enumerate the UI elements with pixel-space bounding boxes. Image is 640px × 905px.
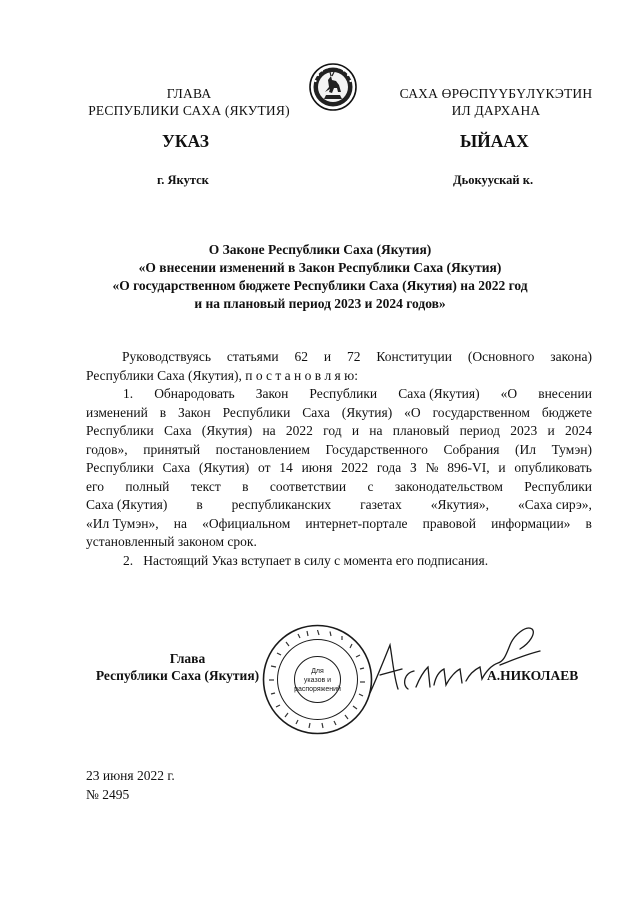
body-word: Республики [86, 460, 154, 475]
title-ru: УКАЗ [162, 131, 209, 151]
body-word: его [86, 478, 104, 494]
body-line [86, 459, 592, 478]
body-word: полный [125, 478, 170, 494]
body-line [86, 422, 592, 441]
header-right-line2: ИЛ ДАРХАНА [451, 103, 541, 118]
body-word: на [369, 423, 383, 438]
body-word: год [323, 423, 342, 438]
body-word: Государственного [325, 441, 428, 457]
body-word: 14 [279, 460, 293, 475]
handwritten-signature [360, 615, 550, 710]
body-word: в [585, 515, 592, 531]
body-word: в [196, 497, 203, 512]
body-word: законодательством [394, 478, 503, 494]
body-word: интернет-портале [305, 515, 408, 531]
body-word: в [159, 404, 167, 420]
decree-number: № 2495 [86, 787, 130, 802]
body-word: (Якутия) [201, 423, 253, 438]
body-word: закона) [550, 349, 592, 364]
city-ru: г. Якутск [157, 173, 209, 187]
body-word: июня [301, 460, 333, 475]
body-word: Республики [86, 423, 154, 438]
body-word: Обнародовать [154, 386, 235, 401]
body-word: и [498, 460, 506, 475]
body-line [86, 515, 592, 534]
signatory-name: А.НИКОЛАЕВ [487, 668, 579, 683]
body-word: 72 [347, 349, 361, 364]
body-word: принятый [143, 441, 201, 457]
body-line [86, 385, 592, 404]
body-word: информации» [491, 515, 571, 531]
body-word: опубликовать [514, 460, 592, 475]
body-word: 2023 [510, 423, 538, 438]
city-sakha: Дьокуускай к. [453, 173, 534, 187]
body-word: «О [500, 386, 518, 401]
body-word: 2022 [285, 423, 313, 438]
body-word: статьями [226, 349, 279, 364]
subject-line-3: «О государственном бюджете Республики Саха (Якутия) на 2022 год [112, 278, 528, 293]
body-word: «Ил Тумэн», [86, 515, 159, 531]
body-line [86, 478, 592, 497]
body-word: Республики [309, 386, 378, 401]
body-word: Саха (Якутия) [86, 497, 168, 512]
subject-line-4: и на плановый период 2023 и 2024 годов» [194, 296, 446, 311]
decree-date-number [86, 766, 175, 804]
decree-date: 23 июня 2022 г. [86, 768, 175, 783]
body-word: газетах [360, 497, 402, 512]
subject-line-1: О Законе Республики Саха (Якутия) [208, 242, 432, 257]
body-word: республиканских [231, 497, 332, 512]
body-line [86, 496, 592, 515]
body-word: 2024 [564, 423, 592, 438]
body-word: в [242, 478, 249, 494]
svg-text:указов и: указов и [303, 677, 332, 684]
body-word: от [258, 460, 271, 475]
official-seal [260, 622, 375, 742]
body-word: «Официальном [202, 515, 291, 531]
header-left-line2: РЕСПУБЛИКИ САХА (ЯКУТИЯ) [88, 103, 290, 118]
svg-text:Для: Для [311, 668, 324, 675]
body-word: (Основного [467, 349, 535, 364]
body-word: 1. [123, 386, 134, 401]
body-word: на [262, 423, 276, 438]
body-word: постановлением [215, 441, 310, 457]
body-word: (Якутия) [198, 460, 250, 475]
body-word: плановый [392, 423, 450, 438]
decree-subject [60, 241, 580, 313]
body-line: 2. Настоящий Указ вступает в силу с момента его подписания. [123, 552, 489, 568]
header-right-line1: САХА ӨРӨСПҮҮБҮЛҮКЭТИН [399, 86, 593, 101]
body-word: и [351, 423, 360, 438]
decree-body [86, 348, 592, 570]
body-word: и [547, 423, 555, 438]
body-line [86, 441, 592, 460]
body-word: период [459, 423, 500, 438]
body-word: Саха (Якутия) [398, 386, 480, 401]
body-word: текст [190, 478, 221, 494]
body-word: Саха [163, 423, 192, 438]
body-word: внесении [538, 386, 592, 401]
signatory-position-line2: Республики Саха (Якутия) [95, 668, 260, 683]
header-left-line1: ГЛАВА [166, 86, 212, 101]
body-word: Республики [222, 404, 291, 420]
body-word: государственном [432, 404, 530, 420]
body-word: «О [404, 404, 421, 420]
body-word: на [173, 515, 187, 531]
svg-text:распоряжений: распоряжений [294, 686, 341, 693]
body-line [86, 348, 592, 367]
body-word: 896-VI, [447, 460, 490, 475]
body-word: соответствии [269, 478, 347, 494]
body-word: 62 [294, 349, 308, 364]
body-word: года [376, 460, 402, 475]
signatory-position [90, 650, 265, 684]
body-line: установленный законом срок. [86, 534, 257, 549]
body-word: 2022 [341, 460, 369, 475]
header-left [84, 85, 294, 119]
body-word: № [425, 460, 439, 475]
subject-line-2: «О внесении изменений в Закон Республики Саха (Якутия) [138, 260, 502, 275]
body-word: Конституции [376, 349, 452, 364]
body-word: годов», [86, 441, 128, 457]
body-word: Закон [255, 386, 289, 401]
body-word: (Ил [515, 441, 537, 457]
body-word: Собрания [443, 441, 500, 457]
body-word: и [323, 349, 332, 364]
body-word: Саха [302, 404, 330, 420]
body-word: Республики [524, 478, 592, 494]
body-word: Тумэн) [551, 441, 592, 457]
body-word: Руководствуясь [122, 349, 211, 364]
signatory-position-line1: Глава [169, 651, 206, 666]
title-sakha: ЫЙААХ [460, 131, 529, 151]
body-word: с [367, 478, 374, 494]
body-line [86, 404, 592, 423]
body-word: «Якутия», [430, 497, 490, 512]
body-line: Республики Саха (Якутия), п о с т а н о в л я ю: [86, 367, 358, 383]
body-word: бюджете [541, 404, 592, 420]
header-right [386, 85, 606, 119]
body-word: «Саха сирэ», [518, 497, 592, 512]
body-word: Закон [178, 404, 211, 420]
body-word: Саха [162, 460, 191, 475]
body-word: правовой [422, 515, 476, 531]
body-word: изменений [86, 404, 148, 420]
body-word: З [410, 460, 417, 475]
body-word: (Якутия) [341, 404, 393, 420]
coat-of-arms-emblem [308, 62, 358, 117]
